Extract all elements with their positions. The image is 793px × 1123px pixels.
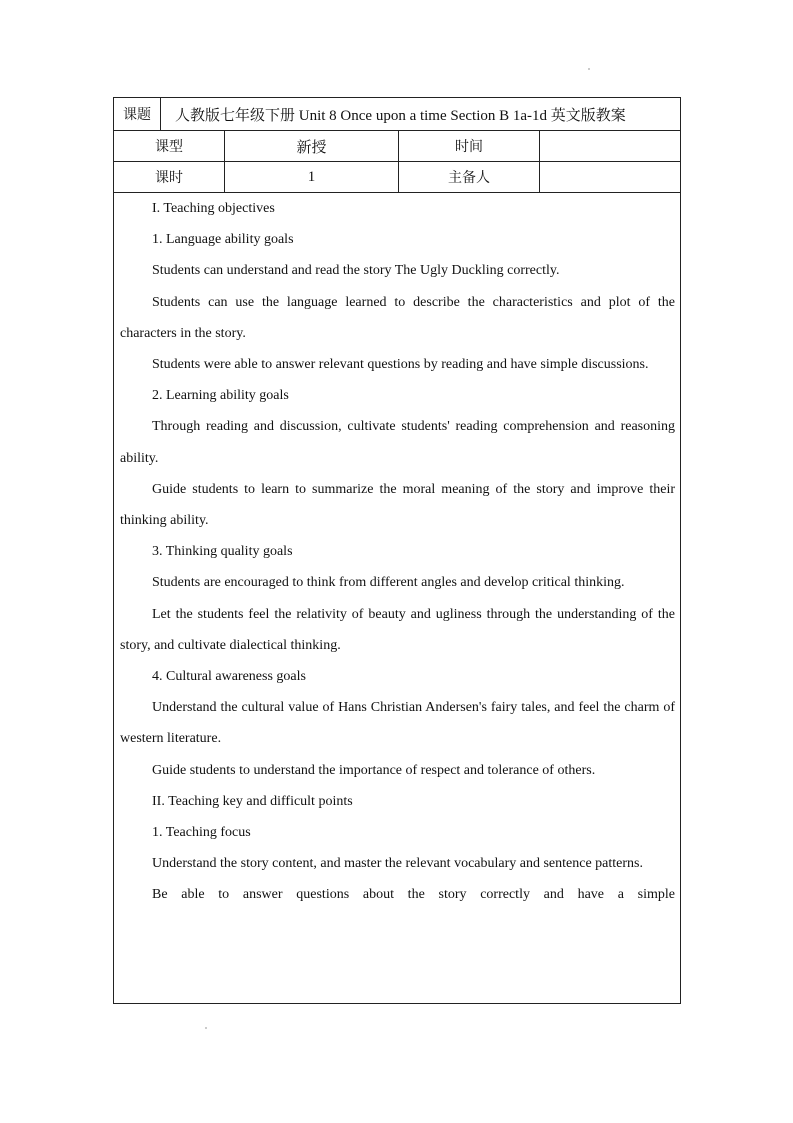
objectives-content [120, 193, 675, 911]
preparer-value [539, 162, 680, 192]
paragraph: Students were able to answer relevant questions by reading and have simple discussions. [152, 357, 649, 373]
paragraph: Guide students to learn to summarize the moral meaning of the story and improve their thinking ability. [120, 481, 675, 529]
subheading: 2. Learning ability goals [152, 388, 289, 404]
lesson-plan-table [113, 97, 681, 1004]
paragraph: Students can use the language learned to describe the characteristics and plot of the characters in the story. [120, 294, 675, 341]
time-label: 时间 [398, 131, 539, 161]
title-value: 人教版七年级下册 Unit 8 Once upon a time Section B 1a-1d 英文版教案 [160, 98, 680, 130]
paragraph: Be able to answer questions about the story correctly and have a simple [152, 887, 675, 903]
title-row [114, 98, 680, 131]
period-label: 课时 [155, 170, 183, 186]
section-heading: II. Teaching key and difficult points [152, 793, 353, 809]
subheading: 1. Language ability goals [152, 232, 294, 248]
paragraph: Through reading and discussion, cultivate students' reading comprehension and reasoning ability. [120, 419, 675, 466]
scan-speck [205, 1027, 207, 1029]
paragraph: Students can understand and read the story The Ugly Duckling correctly. [152, 263, 560, 279]
section-heading: I. Teaching objectives [152, 201, 275, 216]
type-label: 课型 [155, 139, 183, 155]
period-value: 1 [224, 162, 398, 192]
type-value: 新授 [224, 131, 398, 161]
scan-speck [588, 68, 590, 70]
paragraph: Let the students feel the relativity of beauty and ugliness through the understanding of the story, and cultivate dialectical thinking. [120, 606, 675, 653]
subheading: 1. Teaching focus [152, 825, 251, 841]
paragraph: Understand the story content, and master the relevant vocabulary and sentence patterns. [152, 856, 643, 872]
subheading: 4. Cultural awareness goals [152, 669, 306, 685]
preparer-label: 主备人 [398, 162, 539, 192]
period-row [114, 162, 680, 193]
type-row [114, 131, 680, 162]
paragraph: Students are encouraged to think from different angles and develop critical thinking. [152, 575, 625, 591]
subheading: 3. Thinking quality goals [152, 544, 293, 560]
paragraph: Guide students to understand the importance of respect and tolerance of others. [152, 762, 596, 778]
title-label: 课题 [123, 107, 151, 123]
paragraph: Understand the cultural value of Hans Christian Andersen's fairy tales, and feel the charm of western literature. [120, 700, 675, 747]
time-value [539, 131, 680, 161]
